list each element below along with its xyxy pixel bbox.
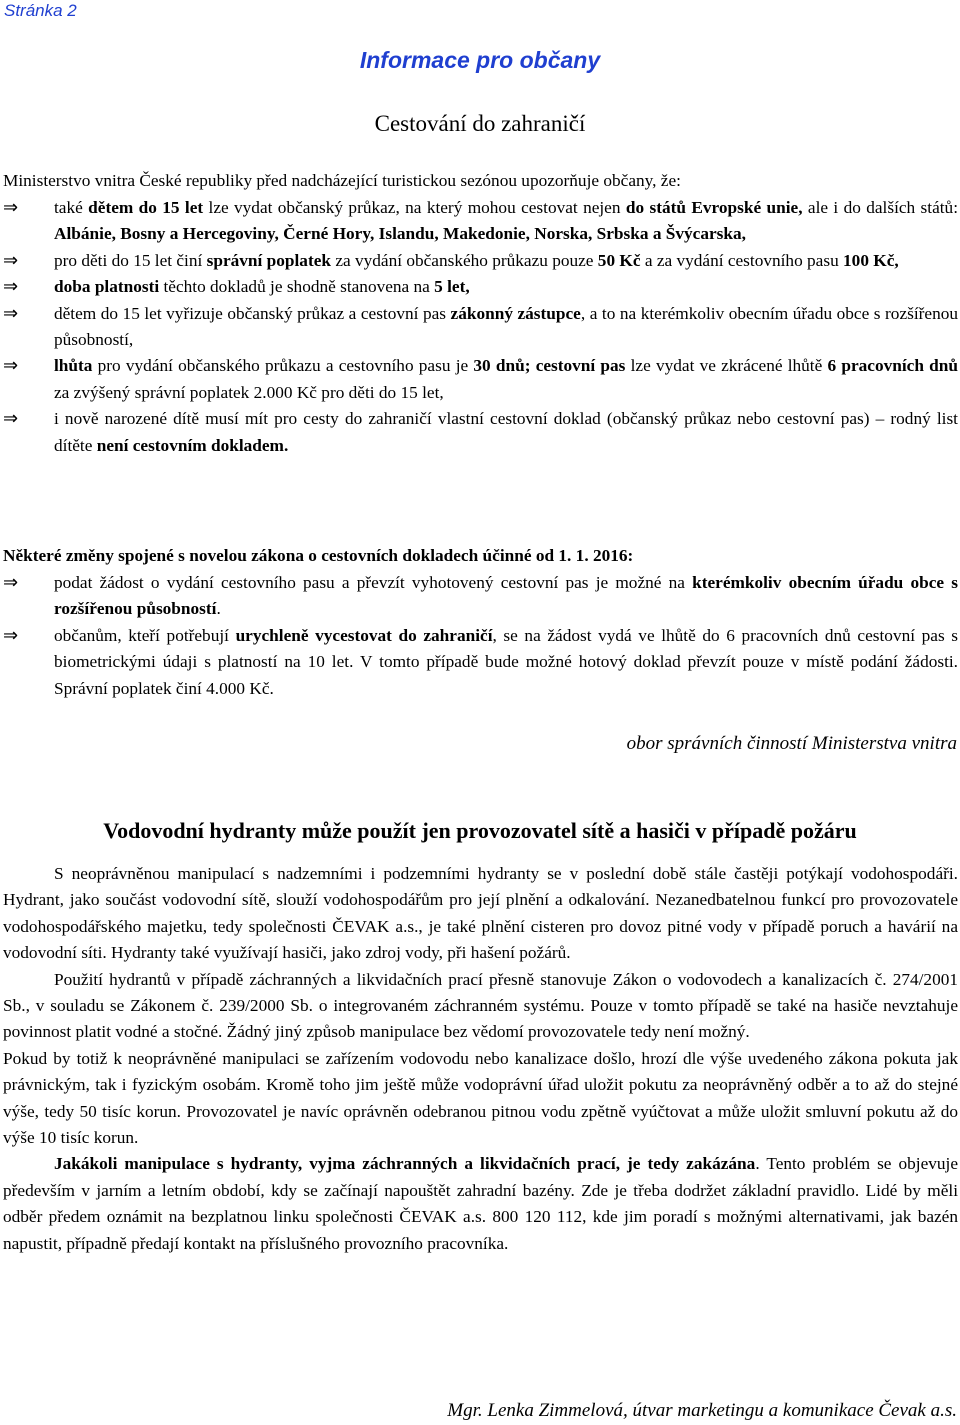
text: také [54,198,89,217]
right-double-arrow-icon: ⇒ [3,572,19,593]
list-item [3,274,958,300]
list-item [3,406,958,459]
text: podat žádost o vydání cestovního pasu a převzít vyhotovený cestovní pas je možné na [54,573,693,592]
bold-text: správní poplatek [206,250,331,270]
list-item [3,195,958,248]
bold-text: lhůta [54,356,93,376]
page-label: Stránka 2 [4,1,77,20]
right-double-arrow-icon: ⇒ [3,355,19,377]
changes-heading: Některé změny spojené s novelou zákona o cestovních dokladech účinné od 1. 1. 2016: [3,546,634,565]
text: za zvýšený správní poplatek 2.000 Kč pro děti do 15 let, [54,382,444,402]
text: lze vydat občanský průkaz, na který mohou cestovat nejen [203,198,626,217]
section-title-travel: Cestování do zahraničí [374,111,586,136]
bold-text: urychleně vycestovat do zahraničí [235,625,493,645]
bold-text: 50 Kč [597,250,641,270]
main-title: Informace pro občany [359,47,601,73]
lead-paragraph [3,168,958,194]
text: a za vydání cestovního pasu [640,250,844,270]
hydrant-warning: Jakákoli manipulace s hydranty, vyjma záchranných a likvidačních prací, je tedy zakázána [54,1154,756,1174]
text: , se na žádost vydá ve lhůtě do 6 pracovních dnů cestovní pas s biometrickými údaji s platností na 10 let. V tomto případě bude možné hotový doklad převzít pouze v místě podání žádosti. Správní poplatek činí 4.000 Kč. [54,625,959,698]
text: pro vydání občanského průkazu a cestovního pasu je [92,356,474,376]
list-item [3,301,958,354]
hydrant-paragraph-1: S neoprávněnou manipulací s nadzemními i podzemními hydranty se v poslední době stále častěji potýkají vodohospodáři. Hydrant, jako součást vodovodní sítě, slouží vodohospodářům pro její plnění a odkalování. Nezanedbatelnou funkcí pro provozovatele vodohospodářského majetku, tedy společnosti ČEVAK a.s., je také plnění cisteren pro dovoz pitné vody v případě poruch a havárií na vodovodní síti. Hydranty také využívají hasiči, jako zdroj vody, při hašení požárů. [3,864,958,963]
bold-text: zákonný zástupce [450,303,581,323]
bold-text: do států Evropské unie, [625,198,803,217]
right-double-arrow-icon: ⇒ [3,408,19,430]
bold-text: 30 dnů; cestovní pas [473,356,626,376]
hydrant-heading: Vodovodní hydranty může použít jen provozovatel sítě a hasiči v případě požáru [103,818,857,843]
right-double-arrow-icon: ⇒ [3,302,19,324]
text: pro děti do 15 let činí [54,250,207,270]
hydrant-paragraph-3: Pokud by totiž k neoprávněné manipulaci se zařízením vodovodu nebo kanalizace došlo, hrozí dle výše uvedeného zákona pokuta jak právnickým, tak i fyzickým osobám. Kromě toho jim ještě může vodoprávní úřad uložit pokutu za neoprávněný odběr a to až do stejné výše, tedy 50 tisíc korun. Provozovatel je navíc oprávněn odebranou pitnou vodu zpětně vyúčtovat a může uložit smluvní pokutu až do výše 10 tisíc korun. [3,1048,958,1148]
bold-text: doba platnosti [54,277,160,297]
text: i nově narozené dítě musí mít pro cesty do zahraničí vlastní cestovní doklad (občanský průkaz nebo cestovní pas) – rodný list dítěte [54,409,958,455]
bold-text: Albánie, Bosny a Hercegoviny, Černé Hory, Islandu, Makedonie, Norska, Srbska a Švýcarska, [54,224,746,244]
author-signature: Mgr. Lenka Zimmelová, útvar marketingu a komunikace Čevak a.s. [447,1400,957,1421]
list-item [3,623,958,702]
bold-text: 100 Kč, [843,250,899,270]
list-item [3,353,958,406]
text: dětem do 15 let vyřizuje občanský průkaz a cestovní pas [54,303,451,323]
hydrant-paragraph-4 [3,1151,958,1257]
list-item [3,570,958,623]
bold-text: 6 pracovních dnů [827,356,958,376]
hydrant-paragraph-2: Použití hydrantů v případě záchranných a likvidačních prací přesně stanovuje Zákon o vodovodech a kanalizacích č. 274/2001 Sb., v souladu se Zákonem č. 239/2000 Sb. o integrovaném záchranném systému. Pouze v tomto případě se také na hasiče nevztahuje povinnost platit vodné a stočné. Žádný jiný způsob manipulace bez vědomí provozovatele tedy není možný. [3,969,958,1042]
bold-text: dětem do 15 let [88,198,204,217]
hydrant-paragraph-4-rest: . Tento problém se objevuje především v jarním a letním období, kdy se začínají napouštět zahradní bazény. Zde je třeba dodržet základní pravidlo. Lidé by měli odběr předem oznámit na bezplatnou linku společnosti ČEVAK a.s. 800 120 112, kde jim poradí s možnými alternativami, jak bazén napustit, případně předají kontakt na příslušného provozního pracovníka. [3,1154,958,1253]
right-double-arrow-icon: ⇒ [3,624,19,646]
travel-list [3,195,958,459]
bold-text: kterémkoliv obecním úřadu obce s rozšířenou působností [54,573,958,619]
changes-list [3,570,958,702]
bold-text: není cestovním dokladem. [96,435,289,455]
bold-text: 5 let, [434,277,470,297]
list-item [3,248,958,274]
lead-text: Ministerstvo vnitra České republiky před nadcházející turistickou sezónou upozorňuje občany, že: [3,171,681,190]
text: ale i do dalších států: [802,198,959,217]
hydrant-body [3,861,958,1257]
right-double-arrow-icon: ⇒ [3,197,19,218]
right-double-arrow-icon: ⇒ [3,276,19,298]
ministry-signature: obor správních činností Ministerstva vnitra [626,733,957,754]
text: těchto dokladů je shodně stanovena na [159,277,435,297]
right-double-arrow-icon: ⇒ [3,249,19,271]
text: . [216,599,221,619]
text: občanům, kteří potřebují [54,625,236,645]
text: , a to na kterémkoliv obecním úřadu obce s rozšířenou působností, [54,303,958,350]
text: za vydání občanského průkazu pouze [331,250,598,270]
text: lze vydat ve zkrácené lhůtě [625,356,828,376]
